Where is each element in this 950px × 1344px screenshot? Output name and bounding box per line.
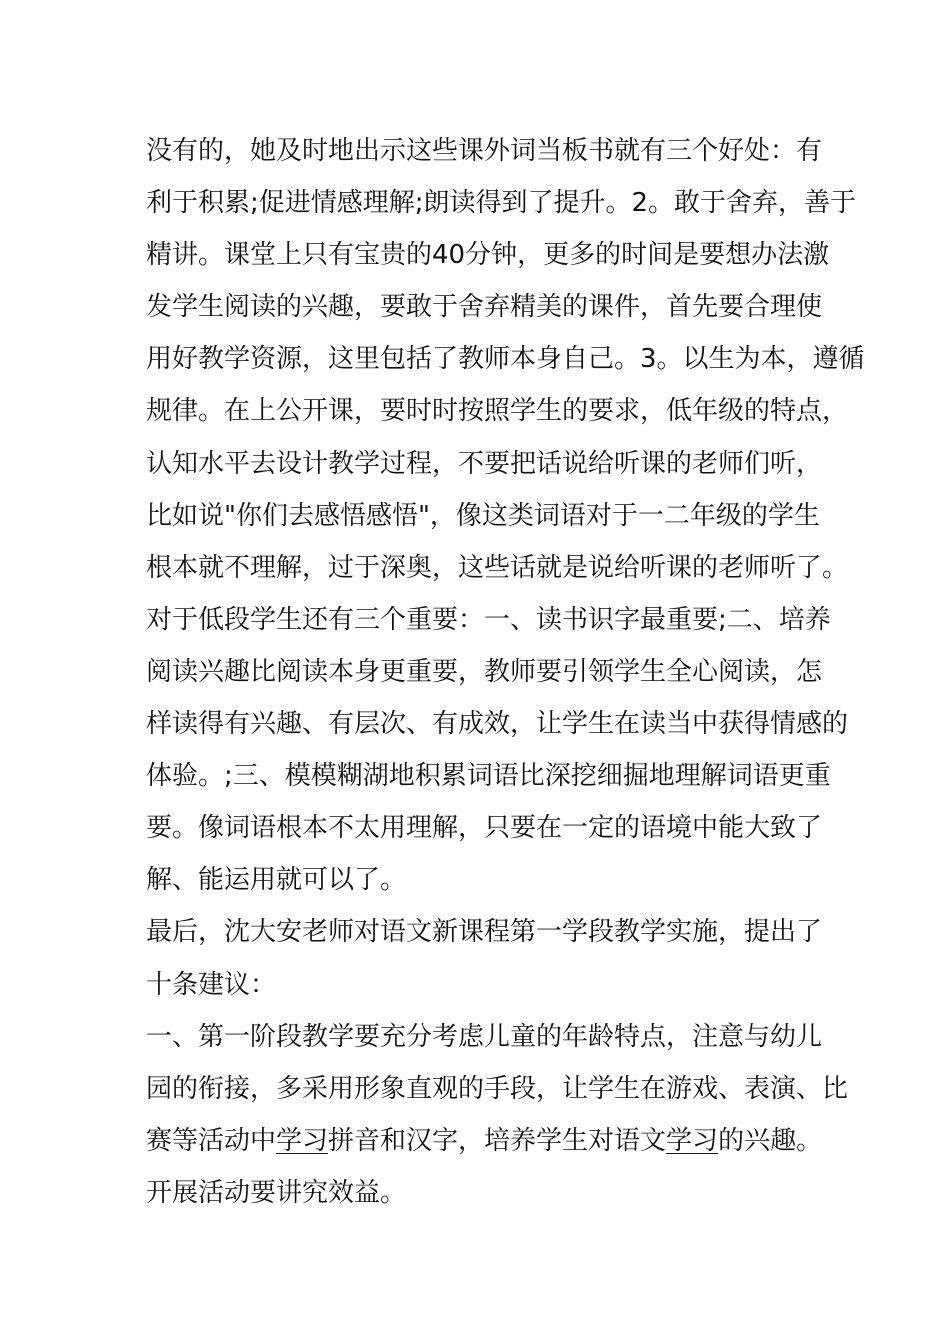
text-line: 园的衔接，多采用形象直观的手段，让学生在游戏、表演、比 <box>146 1073 849 1104</box>
text-line: 比如说"你们去感悟感悟"，像这类词语对于一二年级的学生 <box>146 500 820 531</box>
text-segment: 的兴趣。 <box>718 1125 823 1156</box>
document-body <box>146 125 865 1219</box>
text-line: 最后，沈大安老师对语文新课程第一学段教学实施，提出了 <box>146 917 823 948</box>
text-line: 用好教学资源，这里包括了教师本身自己。3。以生为本，遵循 <box>146 344 865 375</box>
text-line: 没有的，她及时地出示这些课外词当板书就有三个好处：有 <box>146 136 823 166</box>
text-line: 精讲。课堂上只有宝贵的40分钟，更多的时间是要想办法激 <box>146 240 830 271</box>
text-line: 认知水平去设计教学过程，不要把话说给听课的老师们听， <box>146 448 823 479</box>
text-segment: 赛等活动中 <box>146 1125 277 1156</box>
text-line: 体验。;三、模模糊湖地积累词语比深挖细掘地理解词语更重 <box>146 761 831 792</box>
study-link[interactable]: 学习 <box>666 1125 719 1156</box>
text-line: 要。像词语根本不太用理解，只要在一定的语境中能大致了 <box>146 813 823 844</box>
text-line: 样读得有兴趣、有层次、有成效，让学生在读当中获得情感的 <box>146 709 849 740</box>
text-line: 根本就不理解，过于深奥，这些话就是说给听课的老师听了。 <box>146 552 849 583</box>
text-line: 利于积累;促进情感理解;朗读得到了提升。2。敢于舍弃，善于 <box>146 188 857 219</box>
text-line: 解、能运用就可以了。 <box>146 865 407 896</box>
text-line-with-links <box>146 1115 823 1167</box>
text-line: 十条建议： <box>146 969 277 1000</box>
text-line: 阅读兴趣比阅读本身更重要，教师要引领学生全心阅读，怎 <box>146 656 823 687</box>
text-segment: 拼音和汉字，培养学生对语文 <box>328 1125 667 1156</box>
text-line: 一、第一阶段教学要充分考虑儿童的年龄特点，注意与幼儿 <box>146 1021 823 1052</box>
study-link[interactable]: 学习 <box>276 1125 329 1156</box>
text-line: 对于低段学生还有三个重要：一、读书识字最重要;二、培养 <box>146 604 831 635</box>
text-line: 发学生阅读的兴趣，要敢于舍弃精美的课件，首先要合理使 <box>146 292 823 323</box>
text-line: 开展活动要讲究效益。 <box>146 1177 407 1208</box>
text-line: 规律。在上公开课，要时时按照学生的要求，低年级的特点， <box>146 396 849 427</box>
